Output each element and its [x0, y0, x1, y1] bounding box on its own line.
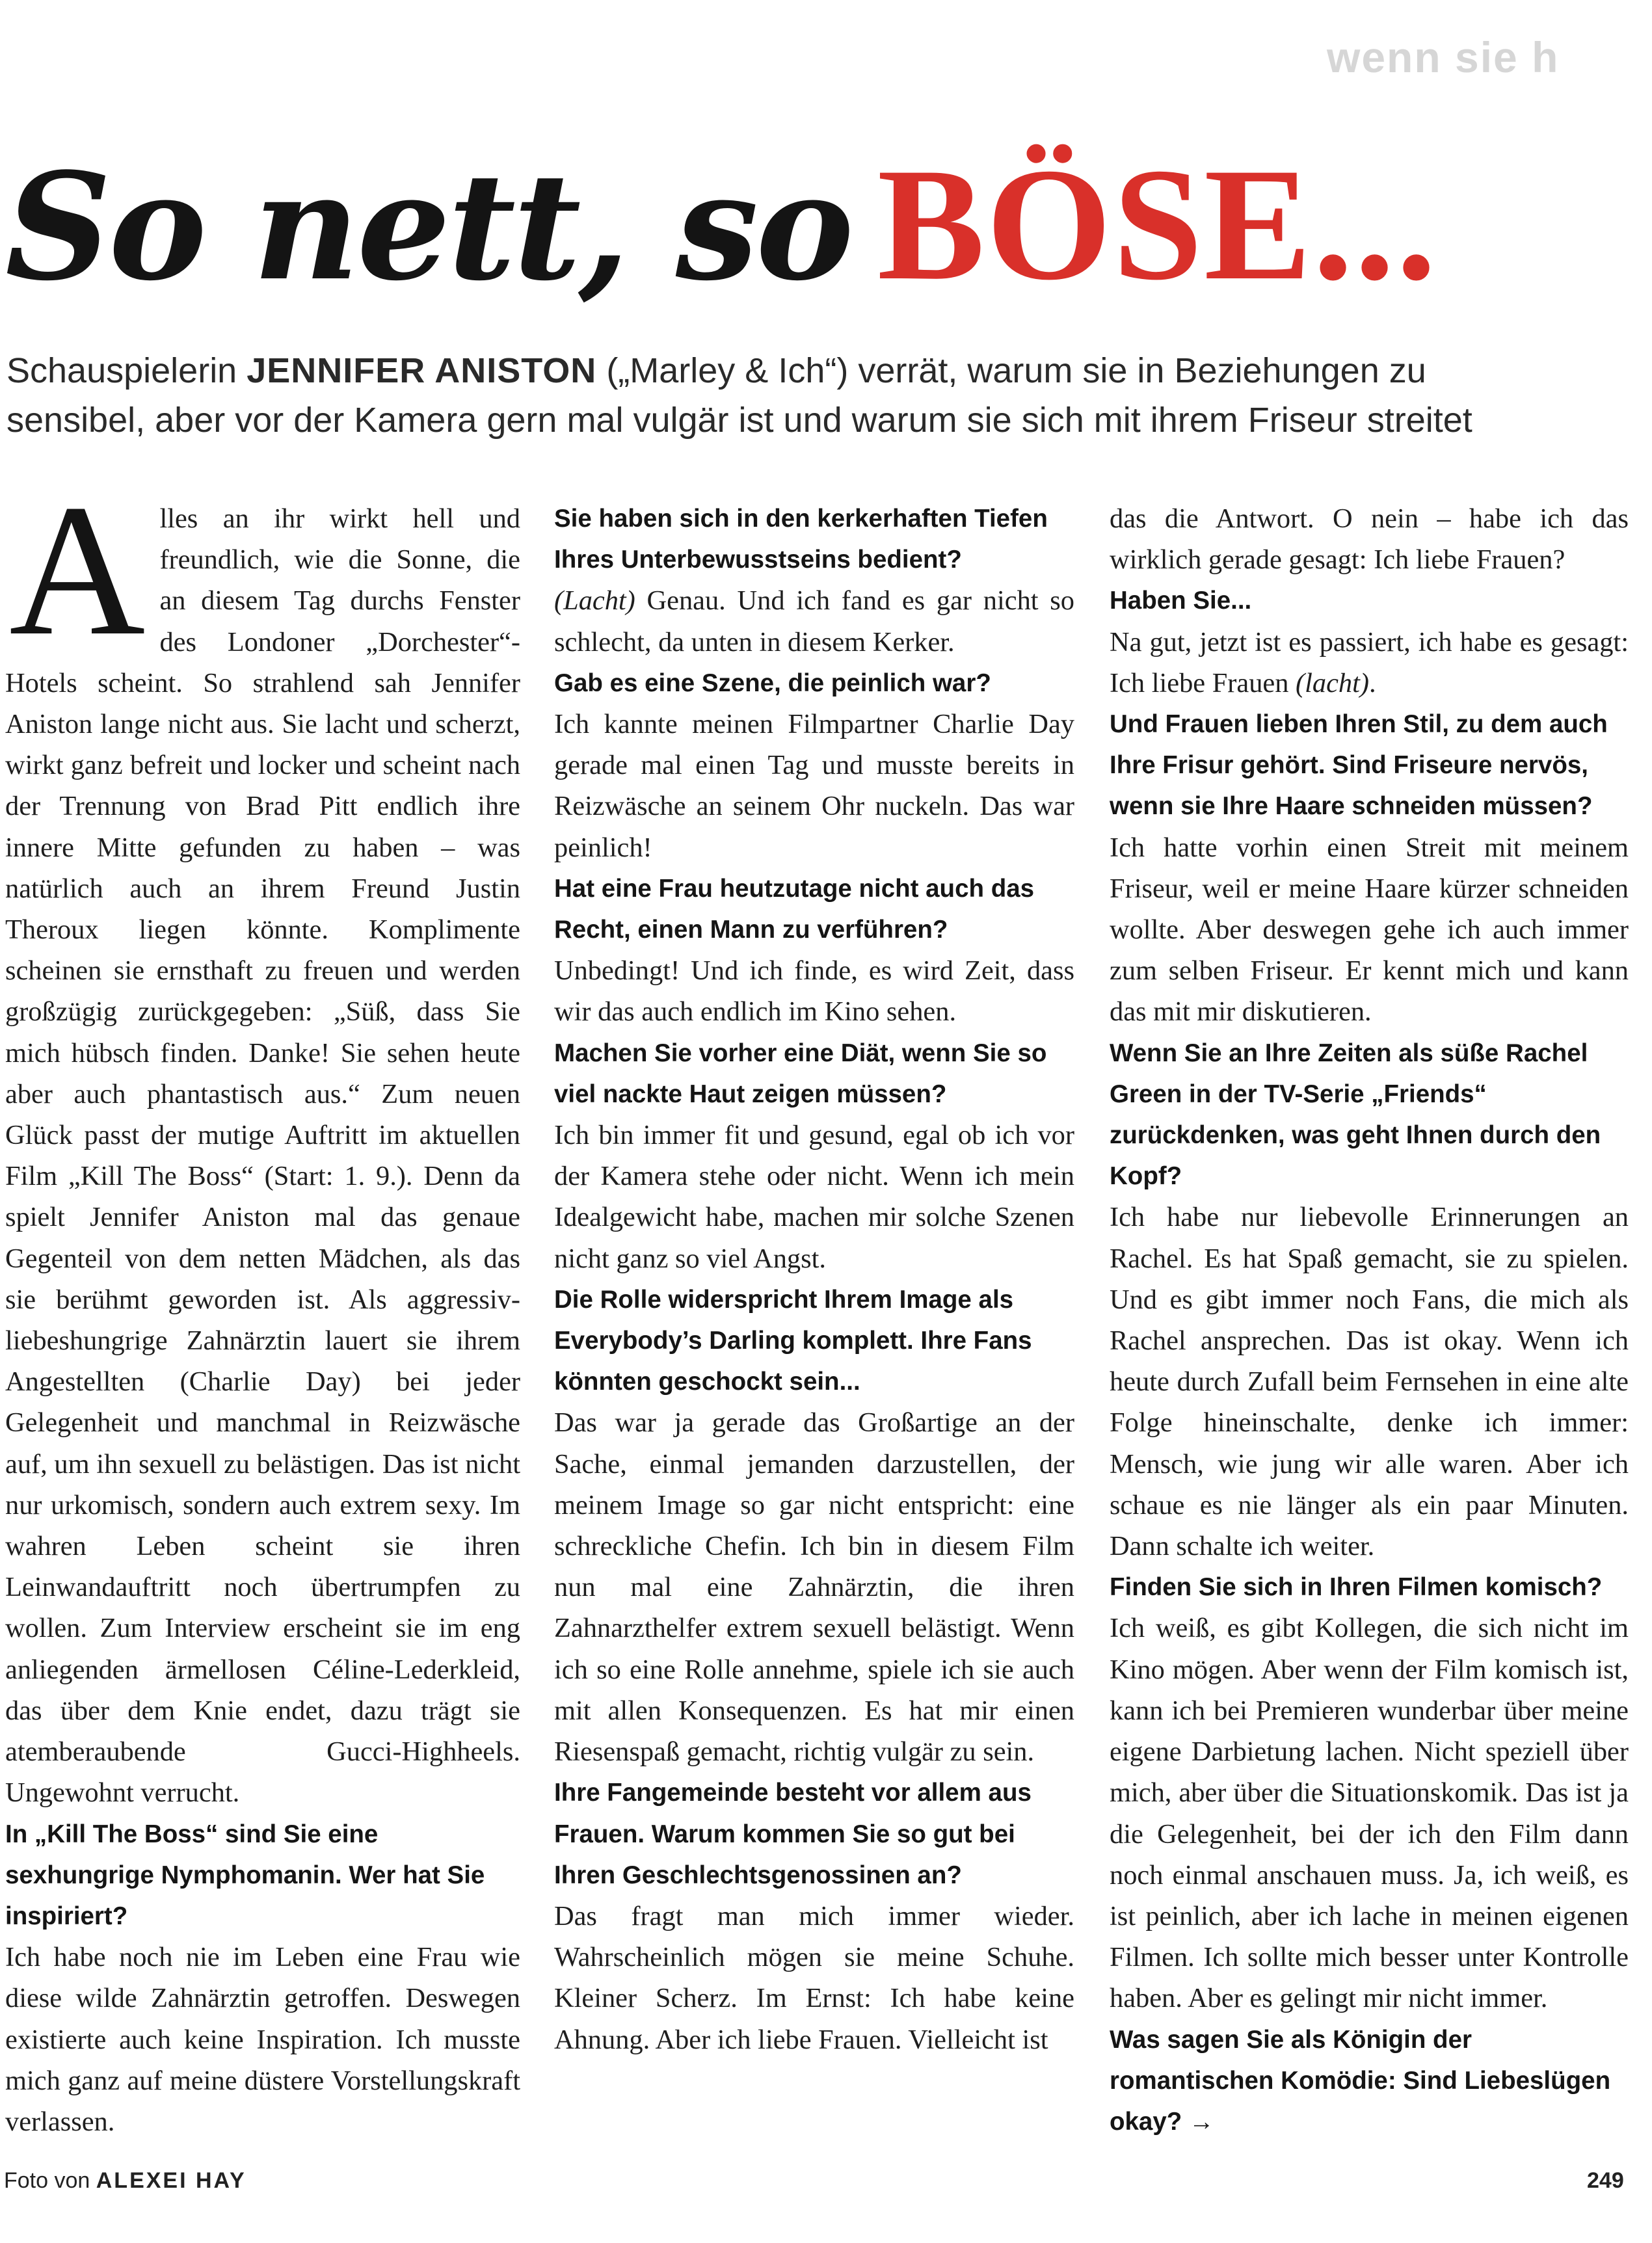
subtitle-pre: Schauspielerin: [7, 351, 247, 390]
interview-question: Wenn Sie an Ihre Zeiten als süße Rachel Green in der TV-Serie „Friends“ zurückdenken, was geht Ihnen durch den Kopf?: [1110, 1039, 1601, 1191]
subtitle: [7, 346, 1632, 445]
credit-name: ALEXEI HAY: [96, 2168, 246, 2193]
interview-answer: Ich kannte meinen Filmpartner Charlie Day gerade mal einen Tag und musste bereits in Reizwäsche an seinem Ohr nuckeln. Das war peinlich!: [554, 709, 1074, 863]
interview-answer: [1110, 622, 1629, 704]
interview-question: In „Kill The Boss“ sind Sie eine sexhungrige Nymphomanin. Wer hat Sie inspiriert?: [5, 1820, 485, 1930]
answer-text: Na gut, jetzt ist es passiert, ich habe es gesagt: Ich liebe Frauen: [1110, 626, 1629, 698]
photo-credit: [4, 2168, 246, 2194]
interview-answer: Ich habe noch nie im Leben eine Frau wie diese wilde Zahnärztin getroffen. Deswegen existierte auch keine Inspiration. Ich musste mich ganz auf meine düstere Vorstellungskraft verlassen.: [5, 1942, 520, 2137]
credit-prefix: Foto von: [4, 2168, 96, 2193]
interview-question: Gab es eine Szene, die peinlich war?: [554, 669, 991, 697]
interview-question: Haben Sie...: [1110, 587, 1252, 615]
interview-answer: Ich habe nur liebevolle Erinnerungen an Rachel. Es hat Spaß gemacht, sie zu spielen. Und es gibt immer noch Fans, die mich als Rachel ansprechen. Das ist okay. Wenn ich heute durch Zufall beim Fernsehen in eine alte Folge hineinschalte, denke ich immer: Mensch, wie jung wir alle waren. Aber ich schaue es nie länger als ein paar Minuten. Dann schalte ich weiter.: [1110, 1202, 1629, 1562]
interview-answer: [554, 580, 1074, 662]
page-number: 249: [1587, 2168, 1624, 2193]
answer-text: Genau. Und ich fand es gar nicht so schlecht, da unten in diesem Kerker.: [554, 585, 1074, 657]
interview-question: Und Frauen lieben Ihren Stil, zu dem auch Ihre Frisur gehört. Sind Friseure nervös, wenn sie Ihre Haare schneiden müssen?: [1110, 710, 1608, 821]
answer-emphasis: (lacht): [1296, 667, 1370, 698]
interview-question: Machen Sie vorher eine Diät, wenn Sie so viel nackte Haut zeigen müssen?: [554, 1039, 1047, 1108]
answer-end: .: [1369, 667, 1376, 698]
headline: [5, 124, 1651, 325]
article-column-1: [5, 466, 520, 2137]
article-column-2: [554, 498, 1074, 2111]
subtitle-line-1: [7, 346, 1632, 395]
interview-answer: Ich hatte vorhin einen Streit mit meinem Friseur, weil er meine Haare kürzer schneiden wollte. Aber deswegen gehe ich auch immer zum selben Friseur. Er kennt mich und kann das mit mir diskutieren.: [1110, 832, 1629, 1028]
article-column-3: [1110, 498, 1629, 2136]
interview-answer: Das war ja gerade das Großartige an der Sache, einmal jemanden darzustellen, der meinem Image so gar nicht entspricht: eine schreckliche Chefin. Ich bin in diesem Film nun mal eine Zahnärztin, die ihren Zahnarzthelfer extrem sexuell belästigt. Wenn ich so eine Rolle annehme, spiele ich sie auch mit allen Konsequenzen. Es hat mir einen Riesenspaß gemacht, richtig vulgär zu sein.: [554, 1407, 1074, 1768]
interview-question: Hat eine Frau heutzutage nicht auch das Recht, einen Mann zu verführen?: [554, 874, 1035, 944]
subtitle-line-2: sensibel, aber vor der Kamera gern mal vulgär ist und warum sie sich mit ihrem Friseur streitet: [7, 401, 1472, 440]
interview-answer: das die Antwort. O nein – habe ich das wirklich gerade gesagt: Ich liebe Frauen?: [1110, 503, 1629, 576]
interview-question: Die Rolle widerspricht Ihrem Image als Everybody’s Darling komplett. Ihre Fans könnten geschockt sein...: [554, 1285, 1032, 1396]
continued-question: Was sagen Sie als Königin der romantischen Komödie: Sind Liebeslügen okay? →: [1110, 2025, 1611, 2136]
interview-answer: Das fragt man mich immer wieder. Wahrscheinlich mögen sie meine Schuhe. Kleiner Scherz. Im Ernst: Ich habe keine Ahnung. Aber ich liebe Frauen. Vielleicht ist: [554, 1900, 1074, 2055]
interview-question: Ihre Fangemeinde besteht vor allem aus Frauen. Warum kommen Sie so gut bei Ihren Geschlechtsgenossinen an?: [554, 1779, 1032, 1889]
headline-part-red: BÖSE...: [877, 135, 1438, 313]
answer-emphasis: (Lacht): [554, 585, 635, 617]
interview-question: Sie haben sich in den kerkerhaften Tiefen Ihres Unterbewusstseins bedient?: [554, 505, 1048, 574]
intro-paragraph: lles an ihr wirkt hell und freundlich, wie die Sonne, die an diesem Tag durchs Fenster des Londoner „Dorchester“-Hotels scheint. So strahlend sah Jennifer Aniston lange nicht aus. Sie lacht und scherzt, wirkt ganz befreit und locker und scheint nach der Trennung von Brad Pitt endlich ihre innere Mitte gefunden zu haben – was natürlich auch an ihrem Freund Justin Theroux liegen könnte. Komplimente scheinen sie ernsthaft zu freuen und werden großzügig zurückgegeben: „Süß, dass Sie mich hübsch finden. Danke! Sie sehen heute aber auch phantastisch aus.“ Zum neuen Glück passt der mutige Auftritt im aktuellen Film „Kill The Boss“ (Start: 1. 9.). Denn da spielt Jennifer Aniston mal das genaue Gegenteil von dem netten Mädchen, als das sie berühmt geworden ist. Als aggressiv-liebeshungrige Zahnärztin lauert sie ihrem Angestellten (Charlie Day) bei jeder Gelegenheit und manchmal in Reizwäsche auf, um ihn sexuell zu belästigen. Das ist nicht nur urkomisch, sondern auch extrem sexy. Im wahren Leben scheint sie ihren Leinwandauftritt noch übertrumpfen zu wollen. Zum Interview erscheint sie im eng anliegenden ärmellosen Céline-Lederkleid, das über dem Knie endet, dazu trägt sie atemberaubende Gucci-Highheels. Ungewohnt verrucht.: [5, 503, 520, 1809]
headline-part-black: So nett, so: [5, 141, 851, 313]
interview-answer: Ich weiß, es gibt Kollegen, die sich nicht im Kino mögen. Aber wenn der Film komisch ist, kann ich bei Premieren wunderbar über meine eigene Darbietung lachen. Nicht speziell über mich, aber über die Situationskomik. Das ist ja die Gelegenheit, bei der ich den Film dann noch einmal anschauen muss. Ja, ich weiß, es ist peinlich, aber ich lache in meinen eigenen Filmen. Ich sollte mich besser unter Kontrolle haben. Aber es gelingt mir nicht immer.: [1110, 1613, 1629, 2014]
subtitle-post: („Marley & Ich“) verrät, warum sie in Beziehungen zu: [596, 351, 1426, 390]
corner-header-fragment: wenn sie h: [1327, 33, 1560, 81]
interview-question: Finden Sie sich in Ihren Filmen komisch?: [1110, 1573, 1603, 1602]
interview-answer: Ich bin immer fit und gesund, egal ob ich vor der Kamera stehe oder nicht. Wenn ich mein Idealgewicht habe, machen mir solche Szenen nicht ganz so viel Angst.: [554, 1120, 1074, 1274]
interview-answer: Unbedingt! Und ich finde, es wird Zeit, dass wir das auch endlich im Kino sehen.: [554, 955, 1074, 1028]
drop-cap: A: [9, 466, 146, 674]
subtitle-name: JENNIFER ANISTON: [246, 351, 597, 390]
